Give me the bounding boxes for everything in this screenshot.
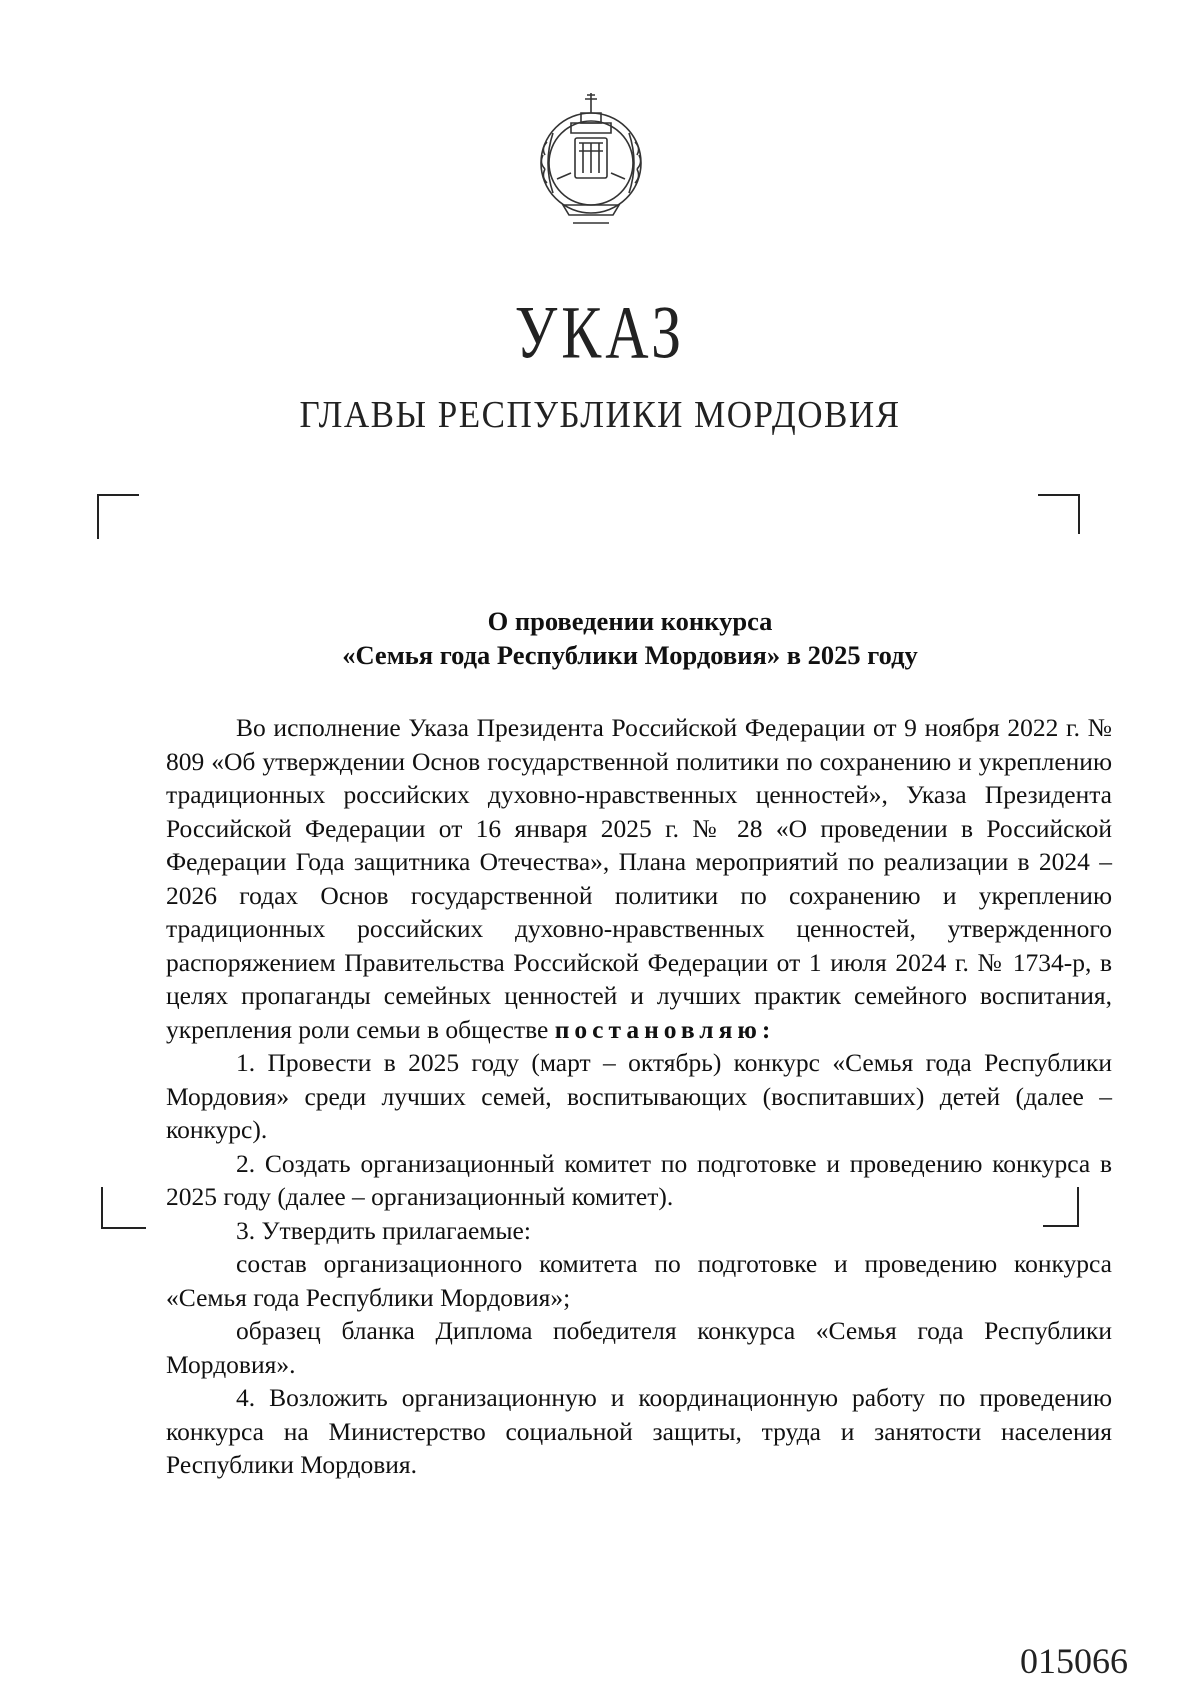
decree-heading: УКАЗ (514, 291, 686, 374)
item-4: 4. Возложить организационную и координационную работу по проведению конкурса на Министерство социальной защиты, труда и занятости населения Республики Мордовия. (166, 1383, 1112, 1479)
item-1: 1. Провести в 2025 году (март – октябрь) конкурс «Семья года Республики Мордовия» среди лучших семей, воспитывающих (воспитавших) детей (далее – конкурс). (166, 1048, 1112, 1144)
document-title-line1: О проведении конкурса (487, 606, 773, 636)
preamble-paragraph (166, 711, 1112, 1046)
document-body (166, 711, 1112, 1482)
corner-mark-top-left (97, 494, 139, 539)
decree-word: постановляю: (554, 1014, 776, 1044)
item-2: 2. Создать организационный комитет по подготовке и проведению конкурса в 2025 году (далее – организационный комитет). (166, 1148, 1112, 1211)
document-title (60, 604, 1200, 672)
item-3a: состав организационного комитета по подготовке и проведению конкурса «Семья года Республики Мордовия»; (166, 1249, 1112, 1312)
corner-mark-top-right (1038, 494, 1080, 534)
preamble-text: Во исполнение Указа Президента Российской Федерации от 9 ноября 2022 г. № 809 «Об утверждении Основ государственной политики по сохранению и укреплению традиционных российских духовно-нравственных ценностей», Указа Президента Российской Федерации от 16 января 2025 г. № 28 «О проведении в Российской Федерации Года защитника Отечества», Плана мероприятий по реализации в 2024 – 2026 годах Основ государственной политики по сохранению и укреплению традиционных российских духовно-нравственных ценностей, утвержденного распоряжением Правительства Российской Федерации от 1 июля 2024 г. № 1734-р, в целях пропаганды семейных ценностей и лучших практик семейного воспитания, укрепления роли семьи в обществе (166, 713, 1112, 1044)
corner-mark-bottom-left (101, 1187, 146, 1229)
item-3b: образец бланка Диплома победителя конкурса «Семья года Республики Мордовия». (166, 1316, 1112, 1379)
item-3: 3. Утвердить прилагаемые: (236, 1215, 531, 1245)
document-title-line2: «Семья года Республики Мордовия» в 2025 году (342, 640, 918, 670)
coat-of-arms-icon (523, 83, 659, 231)
form-serial-number: 015066 (1020, 1641, 1128, 1681)
decree-subheading: ГЛАВЫ РЕСПУБЛИКИ МОРДОВИЯ (299, 393, 901, 436)
